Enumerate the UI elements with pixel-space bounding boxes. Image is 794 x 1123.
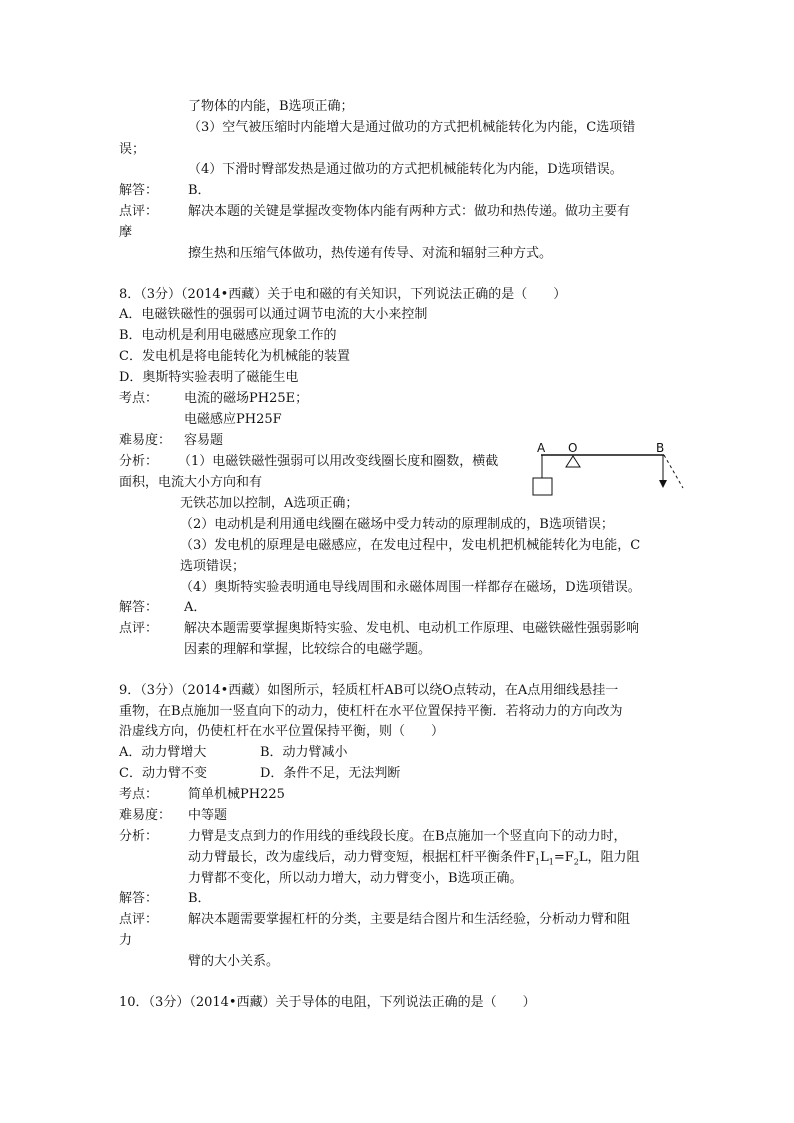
prev-answer: B． <box>188 183 211 198</box>
q8-comment-1: 解决本题需要掌握奥斯特实验、发电机、电动机工作原理、电磁铁磁性强弱影响 <box>184 621 640 636</box>
hanging-weight <box>533 478 552 495</box>
subscript-1b: 1 <box>548 857 554 867</box>
q9-stem-2: 重物，在B点施加一竖直向下的动力，使杠杆在水平位置保持平衡．若将动力的方向改为 <box>119 704 623 719</box>
q9-answer: B． <box>188 891 211 906</box>
prev-comment-label: 点评： <box>119 204 159 219</box>
q8-answer-label: 解答： <box>119 600 159 615</box>
prev-analysis-line-3: 误； <box>119 142 146 157</box>
q9-analysis-label: 分析： <box>119 829 159 844</box>
vertical-force-arrowhead <box>659 480 667 488</box>
q9-stem-3: 沿虚线方向，仍使杠杆在水平位置保持平衡，则（ ） <box>119 724 445 739</box>
q8-option-b: B．电动机是利用电磁感应现象工作的 <box>119 328 337 343</box>
subscript-2: 2 <box>573 857 579 867</box>
prev-analysis-line-1: 了物体的内能，B选项正确； <box>188 99 354 114</box>
prev-comment-line-1: 解决本题的关键是掌握改变物体内能有两种方式：做功和热传递。做功主要有 <box>188 204 631 219</box>
q8-analysis-2: 面积，电流大小方向和有 <box>119 475 263 490</box>
q9-comment-2: 力 <box>119 933 133 948</box>
figure-label-a: A <box>537 441 546 455</box>
q9-analysis-2-pre: 动力臂最长，改为虚线后，动力臂变短，根据杠杆平衡条件F <box>188 850 536 865</box>
q9-knowledge: 简单机械PH225 <box>188 787 285 802</box>
q9-answer-label: 解答： <box>119 891 159 906</box>
q8-analysis-6: 选项错误； <box>180 559 246 574</box>
prev-answer-label: 解答： <box>119 183 159 198</box>
q9-difficulty: 中等题 <box>188 808 228 823</box>
q8-difficulty-label: 难易度： <box>119 433 172 448</box>
q9-analysis-2-post: ，阻力阻 <box>587 850 640 865</box>
q9-analysis-2-l1: L <box>540 850 549 865</box>
q8-analysis-7: （4）奥斯特实验表明通电导线周围和永磁体周围一样都存在磁场，D选项错误。 <box>180 580 641 595</box>
q9-analysis-2-f2: =F <box>553 850 574 865</box>
lever-figure <box>525 436 690 502</box>
q9-option-d: D．条件不足，无法判断 <box>260 766 401 781</box>
dashed-force-line <box>664 455 683 488</box>
q9-analysis-1: 力臂是支点到力的作用线的垂线段长度。在B点施加一个竖直向下的动力时， <box>188 829 627 844</box>
q9-comment-label: 点评： <box>119 912 159 927</box>
q9-knowledge-label: 考点： <box>119 787 159 802</box>
figure-label-b: B <box>656 441 665 455</box>
prev-analysis-line-4: （4）下滑时臀部发热是通过做功的方式把机械能转化为内能，D选项错误。 <box>188 162 623 177</box>
q8-comment-label: 点评： <box>119 621 159 636</box>
q9-option-a: A．动力臂增大 <box>119 745 207 760</box>
q8-difficulty: 容易题 <box>184 433 224 448</box>
q8-option-d: D．奥斯特实验表明了磁能生电 <box>119 370 299 385</box>
q8-option-a: A．电磁铁磁性的强弱可以通过调节电流的大小来控制 <box>119 307 428 322</box>
q9-option-b: B．动力臂减小 <box>260 745 348 760</box>
q8-knowledge-2: 电磁感应PH25F <box>184 412 282 427</box>
q9-difficulty-label: 难易度： <box>119 808 172 823</box>
q9-analysis-3: 力臂都不变化，所以动力增大，动力臂变小，B选项正确。 <box>188 871 523 886</box>
q8-knowledge-label: 考点： <box>119 391 159 406</box>
fulcrum-triangle <box>566 456 580 467</box>
q8-analysis-4: （2）电动机是利用通电线圈在磁场中受力转动的原理制成的，B选项错误； <box>180 517 614 532</box>
figure-label-o: O <box>568 441 578 455</box>
q9-option-c: C．动力臂不变 <box>119 766 207 781</box>
q8-comment-2: 因素的理解和掌握，比较综合的电磁学题。 <box>184 642 432 657</box>
q8-analysis-1: （1）电磁铁磁性强弱可以用改变线圈长度和圈数，横截 <box>178 454 499 469</box>
q8-knowledge-1: 电流的磁场PH25E； <box>184 391 309 406</box>
q8-analysis-5: （3）发电机的原理是电磁感应，在发电过程中，发电机把机械能转化为电能，C <box>180 538 641 553</box>
q8-answer: A． <box>184 600 207 615</box>
q8-option-c: C．发电机是将电能转化为机械能的装置 <box>119 349 350 364</box>
q9-analysis-2-l2: L <box>578 850 588 865</box>
subscript-1a: 1 <box>535 857 541 867</box>
prev-analysis-line-2: （3）空气被压缩时内能增大是通过做功的方式把机械能转化为内能，C选项错 <box>188 120 636 135</box>
q9-comment-3: 臂的大小关系。 <box>188 954 280 969</box>
prev-comment-line-2: 摩 <box>119 225 133 240</box>
q9-comment-1: 解决本题需要掌握杠杆的分类，主要是结合图片和生活经验，分析动力臂和阻 <box>188 912 631 927</box>
q9-stem-1: 9．（3分）（2014•西藏）如图所示，轻质杠杆AB可以绕O点转动，在A点用细线悬挂一 <box>119 683 619 698</box>
q8-analysis-3: 无铁芯加以控制，A选项正确； <box>180 496 359 511</box>
q8-analysis-label: 分析： <box>119 454 159 469</box>
q10-stem: 10．（3分）（2014•西藏）关于导体的电阻，下列说法正确的是（ ） <box>119 995 536 1010</box>
prev-comment-line-3: 擦生热和压缩气体做功，热传递有传导、对流和辐射三种方式。 <box>188 246 553 261</box>
q8-stem: 8．（3分）（2014•西藏）关于电和磁的有关知识，下列说法正确的是（ ） <box>119 287 567 302</box>
